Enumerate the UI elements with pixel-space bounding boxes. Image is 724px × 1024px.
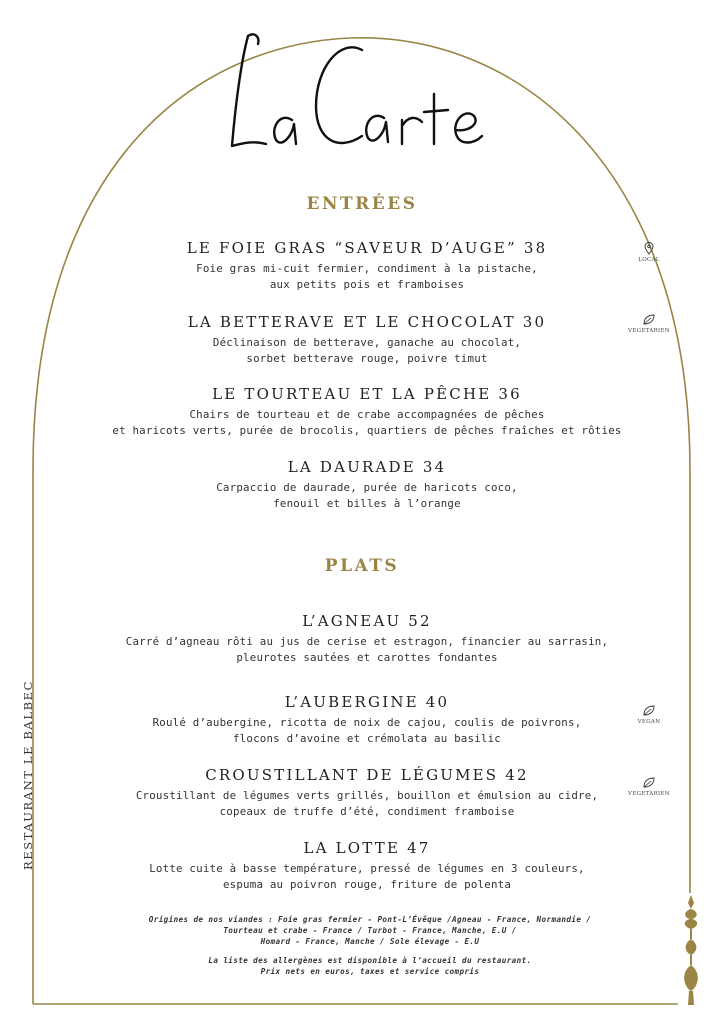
footer-line: Homard - France, Manche / Sole élevage - E.U: [260, 937, 480, 946]
badge-label: VEGETARIEN: [628, 328, 670, 334]
badge-vegan: [622, 704, 676, 725]
dish-daurade: [60, 457, 674, 512]
restaurant-side-label: RESTAURANT LE BALBEC: [21, 679, 35, 871]
dish-description-line: espuma au poivron rouge, friture de polenta: [222, 878, 512, 891]
badge-label: VEGETARIEN: [628, 791, 670, 797]
dish-description-line: copeaux de truffe d’été, condiment framboise: [219, 805, 515, 818]
leaf-icon: [642, 704, 656, 717]
dish-agneau: [60, 611, 674, 666]
dish-description-line: Roulé d’aubergine, ricotta de noix de cajou, coulis de poivrons,: [152, 716, 582, 729]
title-script-art: [212, 28, 512, 168]
footer-origins: [110, 914, 630, 947]
dish-description-line: fenouil et billes à l’orange: [273, 497, 461, 510]
dish-description-line: Lotte cuite à basse température, pressé de légumes en 3 couleurs,: [149, 862, 585, 875]
dish-description-line: pleurotes sautées et carottes fondantes: [236, 651, 498, 664]
footer-line: Tourteau et crabe - France / Turbot - France, Manche, E.U /: [223, 926, 517, 935]
dish-description-line: Croustillant de légumes verts grillés, bouillon et émulsion au cidre,: [135, 789, 599, 802]
dish-description-line: flocons d’avoine et crémolata au basilic: [232, 732, 501, 745]
dish-croustillant: [60, 765, 674, 820]
dish-description-line: sorbet betterave rouge, poivre timut: [246, 352, 488, 365]
footer-notes: [110, 955, 630, 977]
dish-description-line: Déclinaison de betterave, ganache au chocolat,: [212, 336, 522, 349]
dish-lotte: [60, 838, 674, 893]
dish-description-line: Chairs de tourteau et de crabe accompagnées de pêches: [189, 408, 545, 421]
location-pin-icon: [644, 242, 654, 255]
section-heading-plats: PLATS: [324, 556, 400, 576]
dish-betterave: [60, 312, 674, 367]
dish-description-line: Carré d’agneau rôti au jus de cerise et estragon, financier au sarrasin,: [125, 635, 609, 648]
finial-ornament-icon: [678, 895, 704, 1007]
leaf-icon: [642, 776, 656, 789]
badge-vegetarien: [622, 776, 676, 797]
badge-vegetarien: [622, 313, 676, 334]
dish-name: CROUSTILLANT DE LÉGUMES 42: [205, 766, 529, 784]
dish-name: L’AUBERGINE 40: [284, 693, 450, 711]
dish-aubergine: [60, 692, 674, 747]
footer-line: La liste des allergènes est disponible à l’accueil du restaurant.: [208, 956, 532, 965]
badge-local: [622, 242, 676, 263]
dish-name: LA LOTTE 47: [303, 839, 431, 857]
badge-label: LOCAL: [638, 257, 660, 263]
dish-name: LE TOURTEAU ET LA PÊCHE 36: [212, 385, 522, 403]
badge-label: VEGAN: [637, 719, 661, 725]
menu-title: [0, 28, 724, 168]
footer-line: Prix nets en euros, taxes et service compris: [260, 967, 480, 976]
dish-name: L’AGNEAU 52: [302, 612, 432, 630]
dish-tourteau: [60, 384, 674, 439]
dish-description-line: Carpaccio de daurade, purée de haricots coco,: [216, 481, 518, 494]
footer-line: Origines de nos viandes : Foie gras fermier - Pont-L’Évêque /Agneau - France, Normandie /: [148, 915, 592, 924]
dish-foie-gras: [60, 238, 674, 293]
dish-description-line: Foie gras mi-cuit fermier, condiment à la pistache,: [196, 262, 538, 275]
dish-description-line: et haricots verts, purée de brocolis, quartiers de pêches fraîches et rôties: [112, 424, 622, 437]
section-heading-entrees: ENTRÉES: [306, 194, 418, 214]
dish-name: LA BETTERAVE ET LE CHOCOLAT 30: [187, 313, 547, 331]
dish-name: LA DAURADE 34: [287, 458, 447, 476]
dish-description-line: aux petits pois et framboises: [269, 278, 465, 291]
dish-name: LE FOIE GRAS “SAVEUR D’AUGE” 38: [186, 239, 548, 257]
leaf-icon: [642, 313, 656, 326]
